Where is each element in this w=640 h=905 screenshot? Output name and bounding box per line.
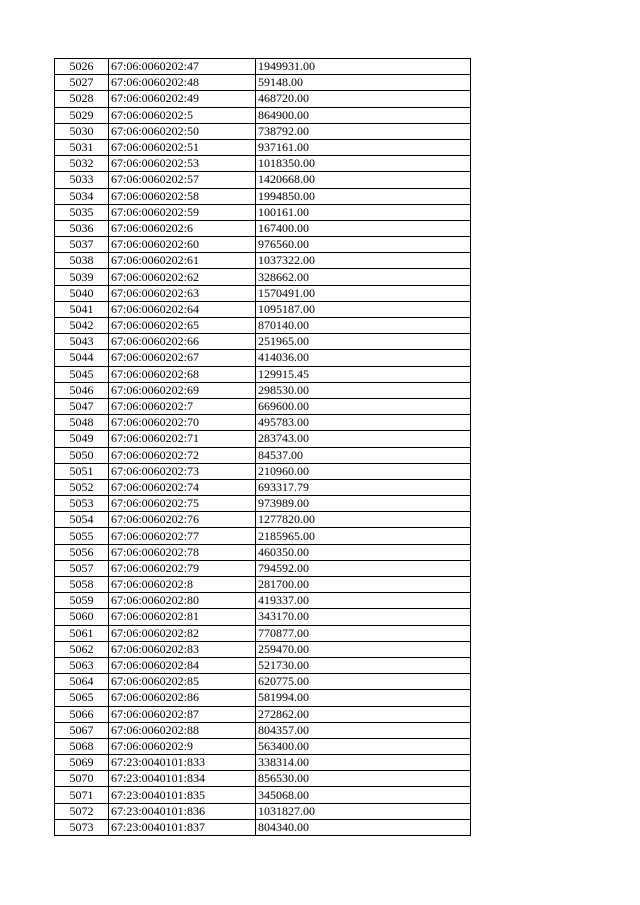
row-number-cell: 5054 xyxy=(55,512,109,528)
table-row xyxy=(55,625,471,641)
value-cell: 1420668.00 xyxy=(256,172,471,188)
value-cell: 804357.00 xyxy=(256,722,471,738)
table-row xyxy=(55,431,471,447)
cadastral-number-cell: 67:06:0060202:62 xyxy=(109,269,256,285)
table-row xyxy=(55,188,471,204)
cadastral-number-cell: 67:06:0060202:60 xyxy=(109,237,256,253)
table-row xyxy=(55,593,471,609)
row-number-cell: 5049 xyxy=(55,431,109,447)
table-row xyxy=(55,512,471,528)
row-number-cell: 5051 xyxy=(55,463,109,479)
value-cell: 283743.00 xyxy=(256,431,471,447)
value-cell: 864900.00 xyxy=(256,107,471,123)
cadastral-number-cell: 67:06:0060202:50 xyxy=(109,123,256,139)
table-row xyxy=(55,350,471,366)
table-row xyxy=(55,819,471,835)
cadastral-number-cell: 67:06:0060202:84 xyxy=(109,657,256,673)
value-cell: 210960.00 xyxy=(256,463,471,479)
row-number-cell: 5036 xyxy=(55,220,109,236)
row-number-cell: 5027 xyxy=(55,75,109,91)
value-cell: 973989.00 xyxy=(256,496,471,512)
value-cell: 620775.00 xyxy=(256,674,471,690)
value-cell: 59148.00 xyxy=(256,75,471,91)
value-cell: 794592.00 xyxy=(256,560,471,576)
cadastral-number-cell: 67:23:0040101:836 xyxy=(109,803,256,819)
value-cell: 328662.00 xyxy=(256,269,471,285)
row-number-cell: 5065 xyxy=(55,690,109,706)
cadastral-number-cell: 67:06:0060202:5 xyxy=(109,107,256,123)
value-cell: 343170.00 xyxy=(256,609,471,625)
value-cell: 1949931.00 xyxy=(256,59,471,75)
table-row xyxy=(55,366,471,382)
row-number-cell: 5039 xyxy=(55,269,109,285)
value-cell: 495783.00 xyxy=(256,415,471,431)
row-number-cell: 5050 xyxy=(55,447,109,463)
table-row xyxy=(55,318,471,334)
table-row xyxy=(55,722,471,738)
table-row xyxy=(55,755,471,771)
row-number-cell: 5052 xyxy=(55,479,109,495)
value-cell: 976560.00 xyxy=(256,237,471,253)
value-cell: 693317.79 xyxy=(256,479,471,495)
row-number-cell: 5034 xyxy=(55,188,109,204)
cadastral-number-cell: 67:06:0060202:87 xyxy=(109,706,256,722)
table-row xyxy=(55,123,471,139)
value-cell: 100161.00 xyxy=(256,204,471,220)
table-row xyxy=(55,415,471,431)
cadastral-number-cell: 67:06:0060202:47 xyxy=(109,59,256,75)
value-cell: 738792.00 xyxy=(256,123,471,139)
table-row xyxy=(55,253,471,269)
cadastral-number-cell: 67:06:0060202:57 xyxy=(109,172,256,188)
value-cell: 2185965.00 xyxy=(256,528,471,544)
table-row xyxy=(55,107,471,123)
row-number-cell: 5041 xyxy=(55,301,109,317)
cadastral-number-cell: 67:06:0060202:51 xyxy=(109,139,256,155)
cadastral-number-cell: 67:06:0060202:85 xyxy=(109,674,256,690)
table-row xyxy=(55,301,471,317)
table-row xyxy=(55,91,471,107)
row-number-cell: 5042 xyxy=(55,318,109,334)
table-row xyxy=(55,609,471,625)
row-number-cell: 5064 xyxy=(55,674,109,690)
row-number-cell: 5069 xyxy=(55,755,109,771)
cadastral-number-cell: 67:06:0060202:9 xyxy=(109,738,256,754)
row-number-cell: 5067 xyxy=(55,722,109,738)
row-number-cell: 5053 xyxy=(55,496,109,512)
cadastral-number-cell: 67:06:0060202:49 xyxy=(109,91,256,107)
row-number-cell: 5056 xyxy=(55,544,109,560)
table-row xyxy=(55,398,471,414)
table-row xyxy=(55,738,471,754)
value-cell: 251965.00 xyxy=(256,334,471,350)
value-cell: 1277820.00 xyxy=(256,512,471,528)
value-cell: 84537.00 xyxy=(256,447,471,463)
value-cell: 521730.00 xyxy=(256,657,471,673)
table-row xyxy=(55,544,471,560)
value-cell: 468720.00 xyxy=(256,91,471,107)
value-cell: 1037322.00 xyxy=(256,253,471,269)
table-row xyxy=(55,479,471,495)
table-row xyxy=(55,269,471,285)
cadastral-number-cell: 67:06:0060202:7 xyxy=(109,398,256,414)
value-cell: 770877.00 xyxy=(256,625,471,641)
cadastral-number-cell: 67:06:0060202:71 xyxy=(109,431,256,447)
table-row xyxy=(55,172,471,188)
cadastral-number-cell: 67:06:0060202:59 xyxy=(109,204,256,220)
table-row xyxy=(55,560,471,576)
table-row xyxy=(55,59,471,75)
row-number-cell: 5073 xyxy=(55,819,109,835)
row-number-cell: 5037 xyxy=(55,237,109,253)
value-cell: 272862.00 xyxy=(256,706,471,722)
row-number-cell: 5060 xyxy=(55,609,109,625)
cadastral-number-cell: 67:06:0060202:83 xyxy=(109,641,256,657)
cadastral-number-cell: 67:06:0060202:81 xyxy=(109,609,256,625)
row-number-cell: 5048 xyxy=(55,415,109,431)
value-cell: 338314.00 xyxy=(256,755,471,771)
row-number-cell: 5044 xyxy=(55,350,109,366)
cadastral-number-cell: 67:23:0040101:835 xyxy=(109,787,256,803)
table-row xyxy=(55,447,471,463)
cadastral-number-cell: 67:06:0060202:77 xyxy=(109,528,256,544)
value-cell: 414036.00 xyxy=(256,350,471,366)
row-number-cell: 5030 xyxy=(55,123,109,139)
table-row xyxy=(55,285,471,301)
row-number-cell: 5062 xyxy=(55,641,109,657)
value-cell: 419337.00 xyxy=(256,593,471,609)
value-cell: 1031827.00 xyxy=(256,803,471,819)
table-row xyxy=(55,139,471,155)
table-row xyxy=(55,657,471,673)
table-row xyxy=(55,641,471,657)
cadastral-number-cell: 67:06:0060202:80 xyxy=(109,593,256,609)
cadastral-number-cell: 67:06:0060202:65 xyxy=(109,318,256,334)
value-cell: 129915.45 xyxy=(256,366,471,382)
table-row xyxy=(55,706,471,722)
row-number-cell: 5028 xyxy=(55,91,109,107)
row-number-cell: 5032 xyxy=(55,156,109,172)
value-cell: 856530.00 xyxy=(256,771,471,787)
table-row xyxy=(55,204,471,220)
table-row xyxy=(55,156,471,172)
row-number-cell: 5033 xyxy=(55,172,109,188)
row-number-cell: 5059 xyxy=(55,593,109,609)
cadastral-number-cell: 67:06:0060202:58 xyxy=(109,188,256,204)
cadastral-number-cell: 67:06:0060202:68 xyxy=(109,366,256,382)
value-cell: 1018350.00 xyxy=(256,156,471,172)
value-cell: 1570491.00 xyxy=(256,285,471,301)
cadastral-number-cell: 67:06:0060202:6 xyxy=(109,220,256,236)
value-cell: 870140.00 xyxy=(256,318,471,334)
cadastral-number-cell: 67:06:0060202:74 xyxy=(109,479,256,495)
table-row xyxy=(55,463,471,479)
table-row xyxy=(55,803,471,819)
row-number-cell: 5047 xyxy=(55,398,109,414)
row-number-cell: 5057 xyxy=(55,560,109,576)
table-row xyxy=(55,496,471,512)
row-number-cell: 5046 xyxy=(55,382,109,398)
row-number-cell: 5063 xyxy=(55,657,109,673)
value-cell: 1994850.00 xyxy=(256,188,471,204)
row-number-cell: 5055 xyxy=(55,528,109,544)
row-number-cell: 5061 xyxy=(55,625,109,641)
cadastral-number-cell: 67:23:0040101:837 xyxy=(109,819,256,835)
row-number-cell: 5029 xyxy=(55,107,109,123)
row-number-cell: 5045 xyxy=(55,366,109,382)
cadastral-number-cell: 67:06:0060202:67 xyxy=(109,350,256,366)
value-cell: 298530.00 xyxy=(256,382,471,398)
row-number-cell: 5043 xyxy=(55,334,109,350)
row-number-cell: 5068 xyxy=(55,738,109,754)
table-row xyxy=(55,674,471,690)
cadastral-number-cell: 67:06:0060202:79 xyxy=(109,560,256,576)
value-cell: 937161.00 xyxy=(256,139,471,155)
row-number-cell: 5031 xyxy=(55,139,109,155)
table-row xyxy=(55,528,471,544)
cadastral-number-cell: 67:06:0060202:70 xyxy=(109,415,256,431)
table-row xyxy=(55,690,471,706)
row-number-cell: 5071 xyxy=(55,787,109,803)
cadastral-number-cell: 67:06:0060202:73 xyxy=(109,463,256,479)
table-row xyxy=(55,382,471,398)
value-cell: 581994.00 xyxy=(256,690,471,706)
cadastral-number-cell: 67:06:0060202:72 xyxy=(109,447,256,463)
cadastral-number-cell: 67:06:0060202:86 xyxy=(109,690,256,706)
table-row xyxy=(55,75,471,91)
cadastral-number-cell: 67:06:0060202:82 xyxy=(109,625,256,641)
row-number-cell: 5070 xyxy=(55,771,109,787)
value-cell: 281700.00 xyxy=(256,577,471,593)
cadastral-number-cell: 67:23:0040101:834 xyxy=(109,771,256,787)
cadastral-number-cell: 67:06:0060202:63 xyxy=(109,285,256,301)
value-cell: 804340.00 xyxy=(256,819,471,835)
cadastral-number-cell: 67:23:0040101:833 xyxy=(109,755,256,771)
row-number-cell: 5035 xyxy=(55,204,109,220)
row-number-cell: 5072 xyxy=(55,803,109,819)
value-cell: 259470.00 xyxy=(256,641,471,657)
value-cell: 460350.00 xyxy=(256,544,471,560)
row-number-cell: 5038 xyxy=(55,253,109,269)
cadastral-number-cell: 67:06:0060202:64 xyxy=(109,301,256,317)
value-cell: 669600.00 xyxy=(256,398,471,414)
cadastral-number-cell: 67:06:0060202:8 xyxy=(109,577,256,593)
row-number-cell: 5026 xyxy=(55,59,109,75)
row-number-cell: 5040 xyxy=(55,285,109,301)
cadastral-number-cell: 67:06:0060202:78 xyxy=(109,544,256,560)
cadastral-number-cell: 67:06:0060202:53 xyxy=(109,156,256,172)
value-cell: 563400.00 xyxy=(256,738,471,754)
cadastral-number-cell: 67:06:0060202:61 xyxy=(109,253,256,269)
table-row xyxy=(55,787,471,803)
row-number-cell: 5066 xyxy=(55,706,109,722)
table-row xyxy=(55,771,471,787)
cadastral-number-cell: 67:06:0060202:76 xyxy=(109,512,256,528)
table-row xyxy=(55,220,471,236)
cadastral-number-cell: 67:06:0060202:66 xyxy=(109,334,256,350)
cadastral-number-cell: 67:06:0060202:48 xyxy=(109,75,256,91)
cadastral-number-cell: 67:06:0060202:69 xyxy=(109,382,256,398)
value-cell: 167400.00 xyxy=(256,220,471,236)
value-cell: 1095187.00 xyxy=(256,301,471,317)
table-body xyxy=(55,59,471,836)
data-table xyxy=(54,58,471,836)
table-row xyxy=(55,334,471,350)
row-number-cell: 5058 xyxy=(55,577,109,593)
cadastral-number-cell: 67:06:0060202:75 xyxy=(109,496,256,512)
table-row xyxy=(55,237,471,253)
cadastral-number-cell: 67:06:0060202:88 xyxy=(109,722,256,738)
table-row xyxy=(55,577,471,593)
value-cell: 345068.00 xyxy=(256,787,471,803)
